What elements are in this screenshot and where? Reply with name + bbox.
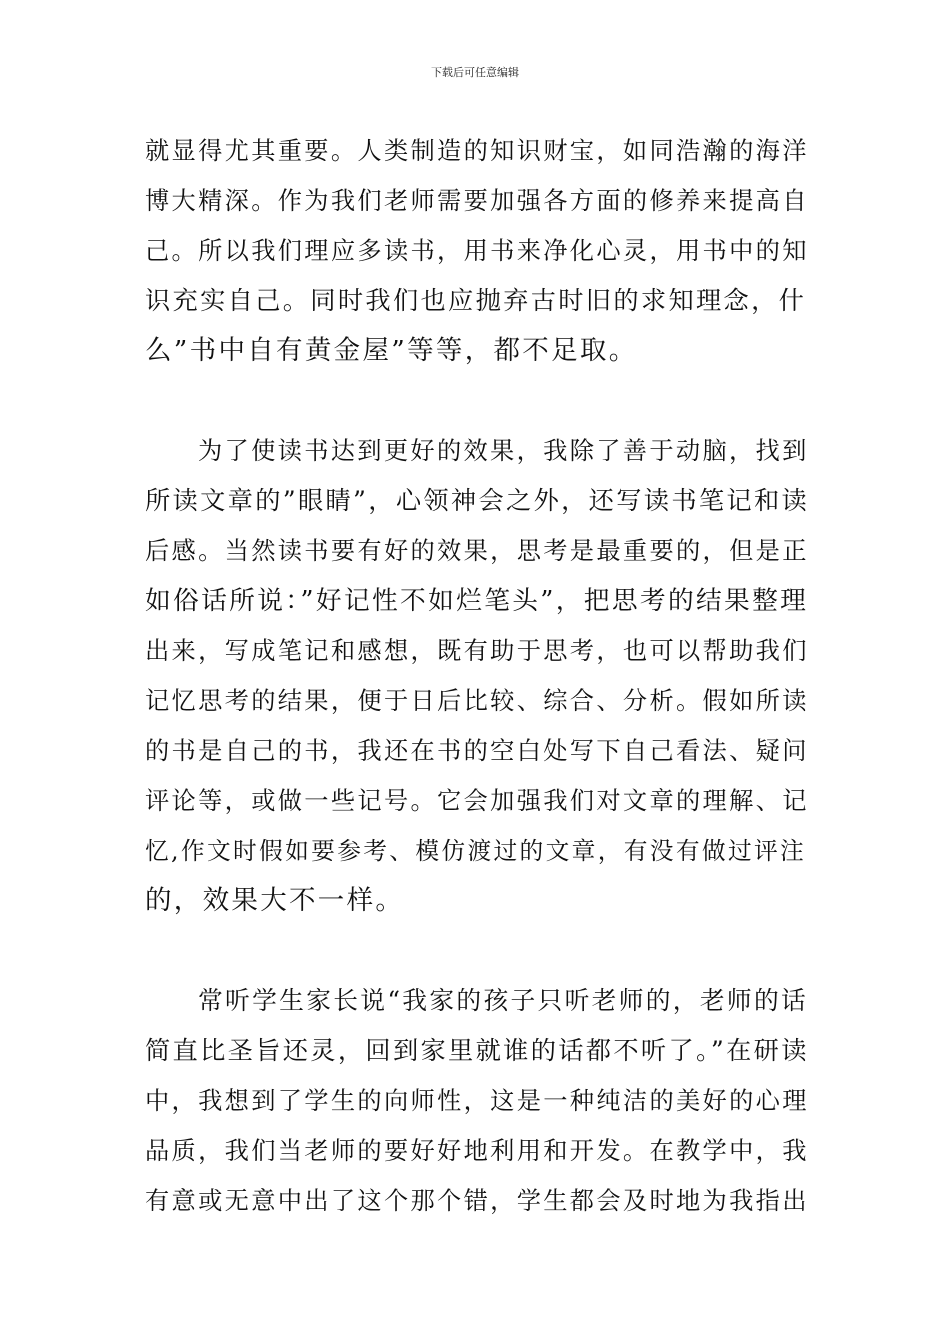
paragraph-2 (145, 426, 810, 926)
text-line: 就显得尤其重要。人类制造的知识财宝，如同浩瀚的海洋 (145, 136, 809, 165)
text-line: 中，我想到了学生的向师性，这是一种纯洁的美好的心理 (145, 1086, 809, 1115)
text-line: 简直比圣旨还灵，回到家里就谁的话都不听了。”在研读 (145, 1036, 809, 1065)
text-line: 的书是自己的书，我还在书的空白处写下自己看法、疑问 (145, 736, 809, 765)
text-line: 忆,作文时假如要参考、模仿渡过的文章，有没有做过评注 (145, 837, 807, 865)
document-body (145, 126, 810, 1226)
text-line: 博大精深。作为我们老师需要加强各方面的修养来提高自 (145, 186, 809, 215)
text-line: 么”书中自有黄金屋”等等，都不足取。 (145, 335, 638, 366)
text-line: 常听学生家长说“我家的孩子只听老师的，老师的话 (198, 986, 809, 1015)
text-line: 所读文章的”眼睛”，心领神会之外，还写读书笔记和读 (145, 486, 810, 515)
text-line: 识充实自己。同时我们也应抛弃古时旧的求知理念，什 (145, 286, 807, 315)
text-line: 如俗话所说：”好记性不如烂笔头”，把思考的结果整理 (145, 586, 809, 616)
text-line: 出来，写成笔记和感想，既有助于思考，也可以帮助我们 (145, 636, 809, 665)
text-line: 有意或无意中出了这个那个错，学生都会及时地为我指出 (145, 1186, 809, 1215)
page-header: 下载后可任意编辑 (431, 66, 519, 79)
paragraph-1 (145, 126, 810, 376)
text-line: 评论等，或做一些记号。它会加强我们对文章的理解、记 (145, 786, 809, 815)
text-line: 的，效果大不一样。 (145, 885, 405, 916)
text-line: 己。所以我们理应多读书，用书来净化心灵，用书中的知 (145, 236, 809, 265)
paragraph-3 (145, 976, 810, 1226)
text-line: 记忆思考的结果，便于日后比较、综合、分析。假如所读 (145, 686, 809, 715)
text-line: 品质，我们当老师的要好好地利用和开发。在教学中，我 (145, 1136, 809, 1165)
text-line: 为了使读书达到更好的效果，我除了善于动脑，找到 (198, 436, 809, 465)
text-line: 后感。当然读书要有好的效果，思考是最重要的，但是正 (145, 536, 809, 565)
